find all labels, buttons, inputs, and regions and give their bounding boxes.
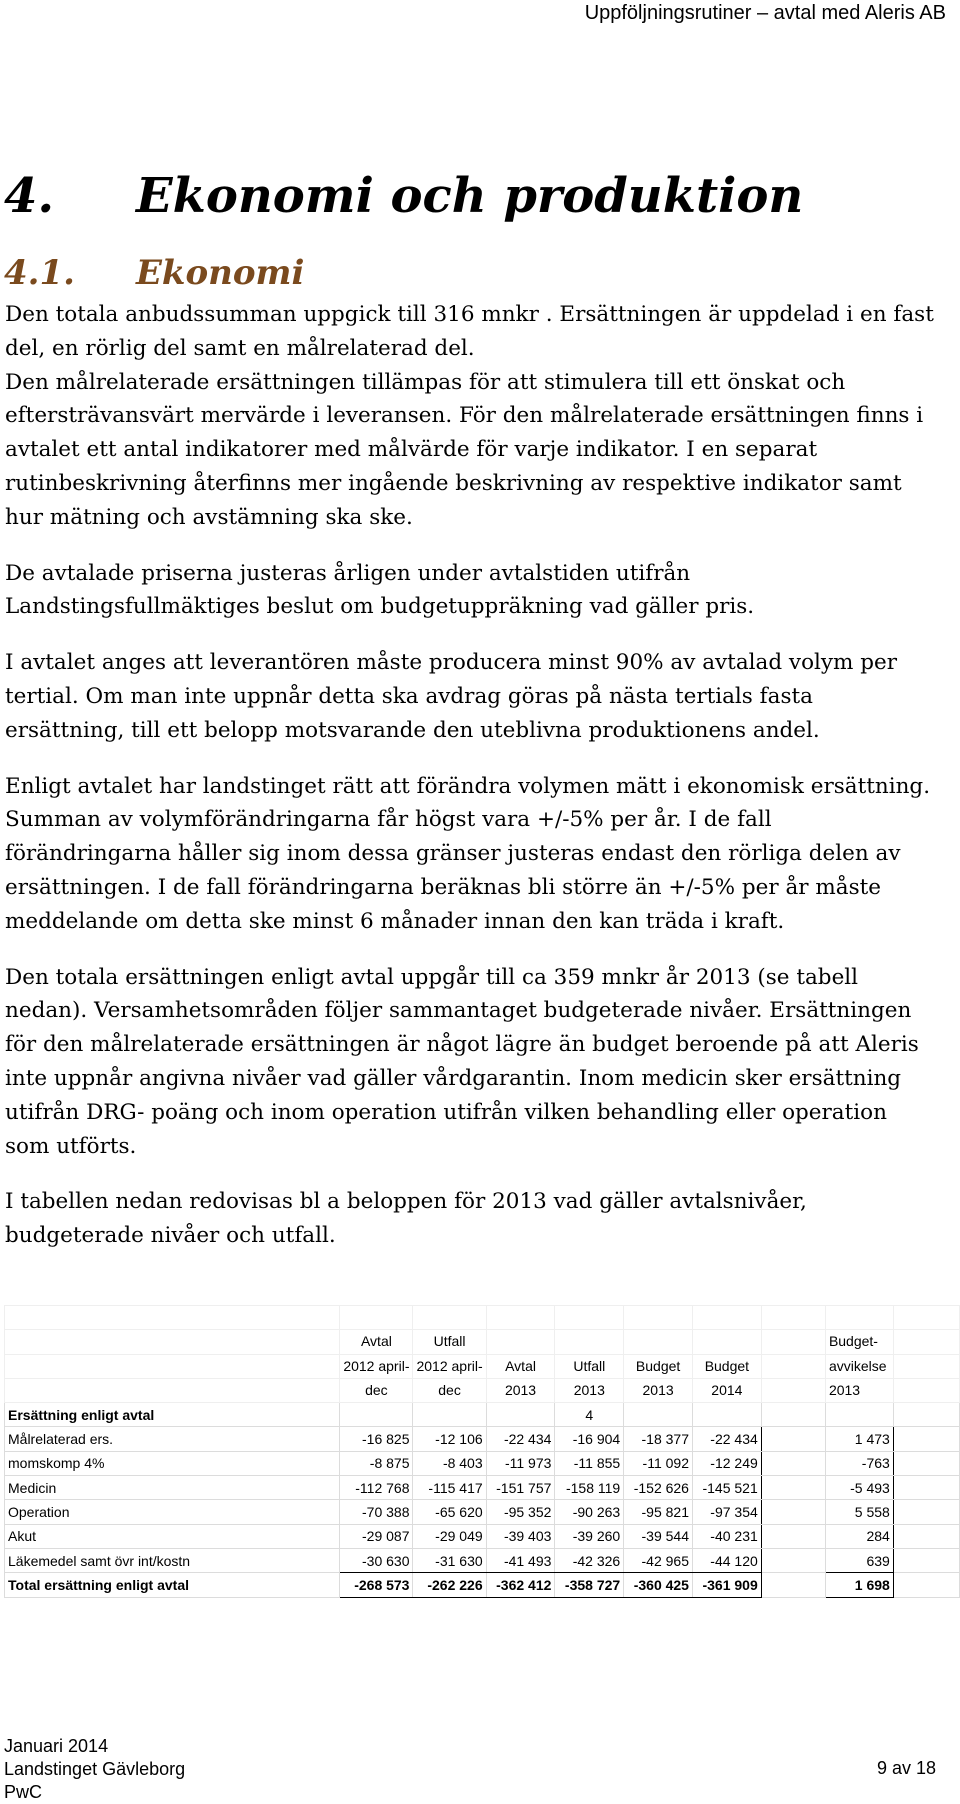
table-section-row <box>5 1403 960 1427</box>
table-header-row <box>5 1378 960 1402</box>
paragraph: Den målrelaterade ersättningen tillämpas för att stimulera till ett önskat och eftersträvansvärt mervärde i leveransen. För den målrelaterade ersättningen finns i avtalet ett antal indikatorer med målvärde för varje indikator. I en separat rutinbeskrivning återfinns mer ingående beskrivning av respektive indikator samt hur mätning och avstämning ska ske. <box>5 369 924 530</box>
economy-table-container <box>4 1305 960 1598</box>
deviation-cell: -5 493 <box>825 1476 893 1500</box>
footer-organization: Landstinget Gävleborg <box>4 1759 186 1779</box>
paragraph: Den totala ersättningen enligt avtal uppgår till ca 359 mnkr år 2013 (se tabell nedan). Versamhetsområden följer sammantaget budgeterade nivåer. Ersättningen för den målrelaterade ersättningen är något lägre än budget beroende på att Aleris inte uppnår angivna nivåer vad gäller vårdgarantin. Inom medicin sker ersättning utifrån DRG- poäng och inom operation utifrån vilken behandling eller operation som utförts. <box>5 964 919 1159</box>
column-header: Budget- <box>825 1330 893 1354</box>
deviation-cell: 5 558 <box>825 1500 893 1524</box>
total-label: Total ersättning enligt avtal <box>5 1573 340 1597</box>
column-header: avvikelse <box>825 1354 893 1378</box>
column-header: 2013 <box>825 1378 893 1402</box>
column-header: 2013 <box>486 1378 555 1402</box>
row-label: momskomp 4% <box>5 1451 340 1475</box>
subsection-number: 4.1. <box>4 253 75 293</box>
section-number: 4. <box>4 168 55 224</box>
page-number: 9 av 18 <box>876 1758 936 1778</box>
table-row: momskomp 4% -8 875 -8 403 -11 973 -11 855 -11 092 -12 249 -763 <box>5 1451 960 1475</box>
section-label: Ersättning enligt avtal <box>5 1403 340 1427</box>
subsection-title: Ekonomi <box>136 253 305 293</box>
deviation-cell: 1 473 <box>825 1427 893 1451</box>
column-header: Budget <box>624 1354 693 1378</box>
row-label: Medicin <box>5 1476 340 1500</box>
page-footer <box>4 1735 185 1804</box>
section-title: Ekonomi och produktion <box>136 168 804 224</box>
table-row: Akut -29 087 -29 049 -39 403 -39 260 -39 544 -40 231 284 <box>5 1524 960 1548</box>
deviation-cell: 1 698 <box>825 1573 893 1597</box>
footer-date: Januari 2014 <box>4 1736 109 1756</box>
row-label: Operation <box>5 1500 340 1524</box>
running-header: Uppföljningsrutiner – avtal med Aleris AB <box>584 2 946 24</box>
paragraph: Enligt avtalet har landstinget rätt att förändra volymen mätt i ekonomisk ersättning. Summan av volymförändringarna får högst vara +/-5% per år. I de fall förändringarna håller sig inom dessa gränser justeras endast den rörliga delen av ersättningen. I de fall förändringarna beräknas bli större än +/-5% per år måste meddelande om detta ske minst 6 månader innan den kan träda i kraft. <box>5 773 931 934</box>
body-text <box>5 298 935 1253</box>
economy-table <box>4 1305 960 1598</box>
paragraph: Den totala anbudssumman uppgick till 316 mnkr . Ersättningen är uppdelad i en fast del, en rörlig del samt en målrelaterad del. <box>5 302 934 361</box>
table-spacer-row <box>5 1306 960 1330</box>
column-header: 2012 april- <box>340 1354 413 1378</box>
table-header-row <box>5 1354 960 1378</box>
paragraph: I avtalet anges att leverantören måste producera minst 90% av avtalad volym per tertial. Om man inte uppnår detta ska avdrag göras på nästa tertials fasta ersättning, till ett belopp motsvarande den uteblivna produktionens andel. <box>5 650 898 743</box>
table-row: Läkemedel samt övr int/kostn -30 630 -31 630 -41 493 -42 326 -42 965 -44 120 639 <box>5 1548 960 1572</box>
row-label: Akut <box>5 1524 340 1548</box>
table-row: Medicin -112 768 -115 417 -151 757 -158 119 -152 626 -145 521 -5 493 <box>5 1476 960 1500</box>
column-header: 2014 <box>692 1378 761 1402</box>
column-header: Utfall <box>413 1330 486 1354</box>
row-label: Målrelaterad ers. <box>5 1427 340 1451</box>
section-note: 4 <box>555 1403 624 1427</box>
table-row: Operation -70 388 -65 620 -95 352 -90 263 -95 821 -97 354 5 558 <box>5 1500 960 1524</box>
column-header: dec <box>340 1378 413 1402</box>
deviation-cell: 284 <box>825 1524 893 1548</box>
column-header: Budget <box>692 1354 761 1378</box>
column-header: dec <box>413 1378 486 1402</box>
column-header: 2012 april- <box>413 1354 486 1378</box>
column-header: 2013 <box>555 1378 624 1402</box>
column-header: Avtal <box>486 1354 555 1378</box>
paragraph: De avtalade priserna justeras årligen under avtalstiden utifrån Landstingsfullmäktiges beslut om budgetuppräkning vad gäller pris. <box>5 560 755 620</box>
column-header: 2013 <box>624 1378 693 1402</box>
paragraph: I tabellen nedan redovisas bl a beloppen för 2013 vad gäller avtalsnivåer, budgeterade nivåer och utfall. <box>5 1189 807 1249</box>
subsection-heading <box>4 253 304 293</box>
footer-author: PwC <box>4 1782 43 1802</box>
deviation-cell: -763 <box>825 1451 893 1475</box>
table-row: Målrelaterad ers. -16 825 -12 106 -22 434 -16 904 -18 377 -22 434 1 473 <box>5 1427 960 1451</box>
row-label: Läkemedel samt övr int/kostn <box>5 1548 340 1572</box>
deviation-cell: 639 <box>825 1548 893 1572</box>
column-header: Utfall <box>555 1354 624 1378</box>
column-header: Avtal <box>340 1330 413 1354</box>
table-total-row: Total ersättning enligt avtal -268 573 -262 226 -362 412 -358 727 -360 425 -361 909 1 698 <box>5 1573 960 1597</box>
table-header-row <box>5 1330 960 1354</box>
section-heading <box>4 168 803 224</box>
